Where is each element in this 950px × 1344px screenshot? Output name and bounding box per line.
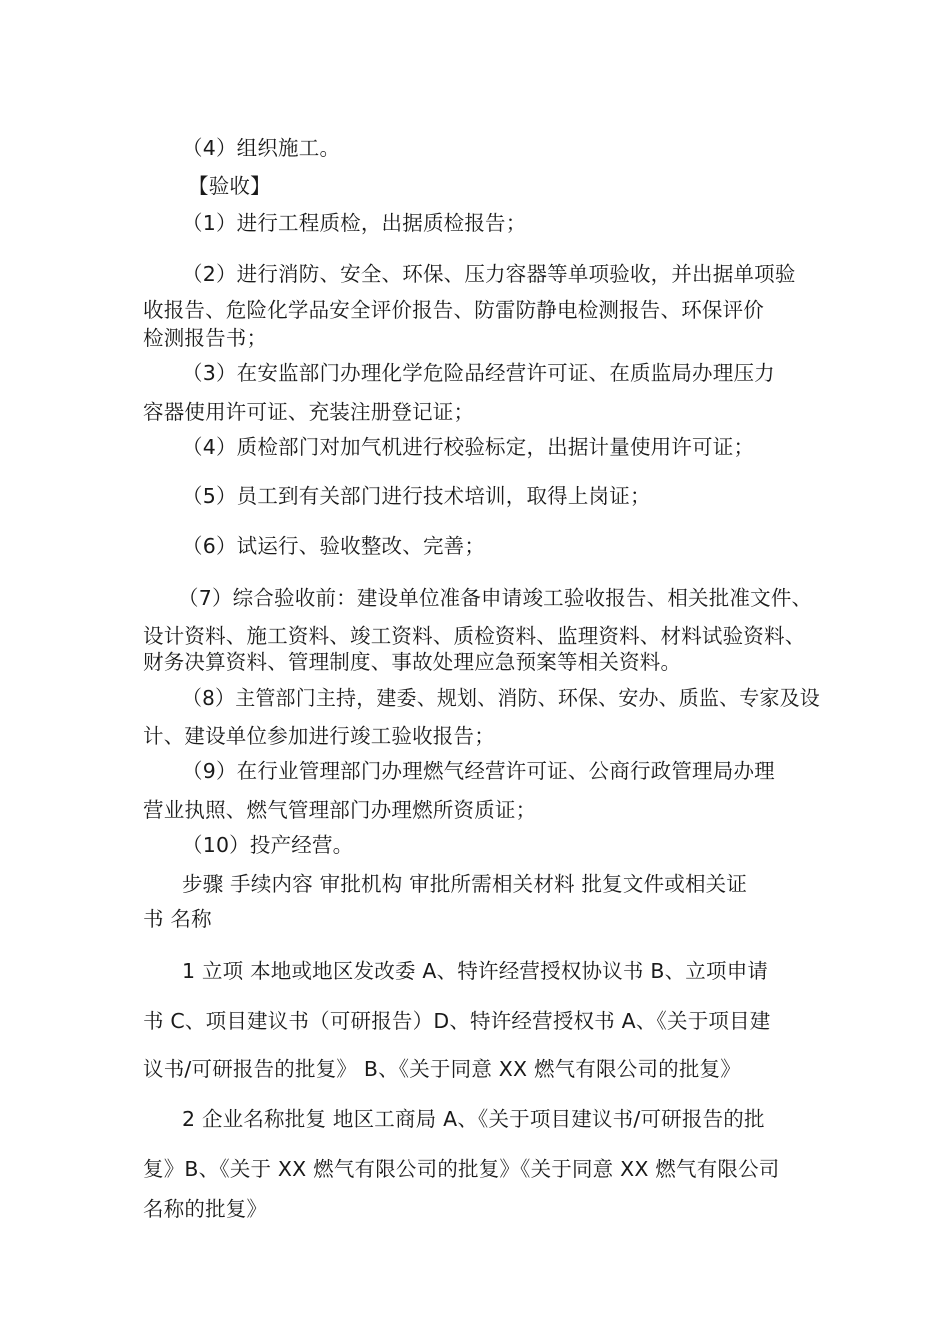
text-line: 收报告、危险化学品安全评价报告、防雷防静电检测报告、环保评价 — [143, 298, 764, 322]
table-row-line: 1 立项 本地或地区发改委 A、特许经营授权协议书 B、立项申请 — [182, 959, 769, 983]
table-row-line: 议书/可研报告的批复》 B、《关于同意 XX 燃气有限公司的批复》 — [143, 1057, 741, 1081]
table-row-line: 复》B、《关于 XX 燃气有限公司的批复》《关于同意 XX 燃气有限公司 — [143, 1157, 780, 1181]
text-line: （8）主管部门主持，建委、规划、消防、环保、安办、质监、专家及设 — [182, 686, 820, 710]
text-line: （3）在安监部门办理化学危险品经营许可证、在质监局办理压力 — [182, 361, 775, 385]
text-line: （2）进行消防、安全、环保、压力容器等单项验收，并出据单项验 — [182, 262, 796, 286]
table-header-line: 步骤 手续内容 审批机构 审批所需相关材料 批复文件或相关证 — [182, 872, 748, 896]
text-line: 设计资料、施工资料、竣工资料、质检资料、监理资料、材料试验资料、 — [143, 624, 806, 648]
text-line: （9）在行业管理部门办理燃气经营许可证、公商行政管理局办理 — [182, 759, 775, 783]
text-line: 容器使用许可证、充装注册登记证； — [143, 400, 475, 424]
text-line: （6）试运行、验收整改、完善； — [182, 534, 486, 558]
text-line: （4）组织施工。 — [182, 136, 341, 160]
table-row-line: 名称的批复》 — [143, 1197, 268, 1221]
text-line: （4）质检部门对加气机进行校验标定，出据计量使用许可证； — [182, 435, 755, 459]
text-line: 检测报告书； — [143, 326, 268, 350]
table-row-line: 书 C、项目建议书（可研报告）D、特许经营授权书 A、《关于项目建 — [143, 1009, 771, 1033]
table-row-line: 2 企业名称批复 地区工商局 A、《关于项目建议书/可研报告的批 — [182, 1107, 765, 1131]
text-line: 计、建设单位参加进行竣工验收报告； — [143, 724, 495, 748]
text-line: （1）进行工程质检，出据质检报告； — [182, 211, 527, 235]
text-line: （7）综合验收前：建设单位准备申请竣工验收报告、相关批准文件、 — [178, 586, 813, 610]
text-line: 财务决算资料、管理制度、事故处理应急预案等相关资料。 — [143, 650, 682, 674]
section-heading: 【验收】 — [188, 174, 271, 198]
text-line: （5）员工到有关部门进行技术培训，取得上岗证； — [182, 484, 651, 508]
text-line: （10）投产经营。 — [182, 833, 354, 857]
table-header-line: 书 名称 — [143, 907, 212, 931]
text-line: 营业执照、燃气管理部门办理燃所资质证； — [143, 798, 537, 822]
